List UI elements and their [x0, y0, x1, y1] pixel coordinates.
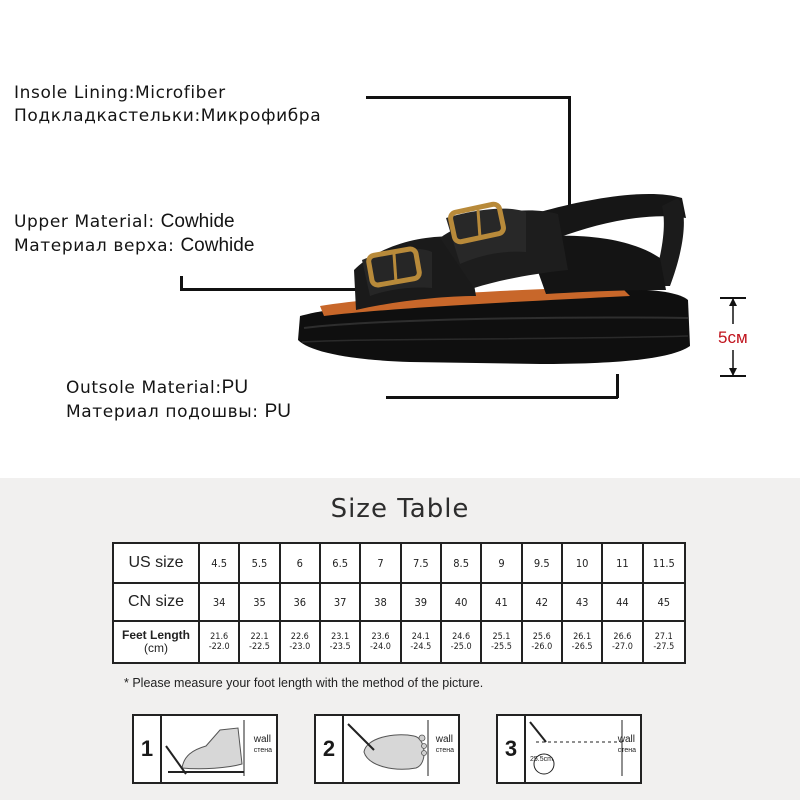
us-size-cell: 10 — [562, 543, 602, 583]
feet-length-from: 26.6 — [613, 632, 632, 642]
upper-value-en: Cowhide — [160, 211, 235, 232]
cn-size-cell: 42 — [522, 583, 562, 621]
us-size-cell: 7.5 — [401, 543, 441, 583]
feet-length-cell — [562, 621, 602, 663]
feet-length-cell — [239, 621, 279, 663]
upper-label-en: Upper Material: — [14, 212, 161, 232]
feet-length-from: 25.6 — [532, 632, 551, 642]
cn-size-cell: 38 — [360, 583, 400, 621]
us-size-cell: 11 — [602, 543, 642, 583]
outsole-value-en: PU — [221, 377, 249, 398]
us-size-cell: 4.5 — [199, 543, 239, 583]
measure-note: * Please measure your foot length with the method of the picture. — [124, 676, 484, 690]
feet-length-cell — [199, 621, 239, 663]
feet-length-from: 23.6 — [371, 632, 390, 642]
sandal-image — [290, 178, 700, 378]
feet-length-to: -26.5 — [571, 642, 593, 652]
insole-label — [14, 82, 321, 128]
us-size-cell: 5.5 — [239, 543, 279, 583]
feet-length-from: 25.1 — [492, 632, 511, 642]
us-size-cell: 7 — [360, 543, 400, 583]
upper-leader-tick — [180, 276, 183, 290]
feet-length-to: -27.5 — [653, 642, 675, 652]
cn-size-cell: 39 — [401, 583, 441, 621]
step-number: 2 — [316, 716, 344, 782]
measure-step-2 — [314, 714, 460, 784]
feet-length-cell — [320, 621, 360, 663]
feet-length-cell — [522, 621, 562, 663]
us-size-header: US size — [113, 543, 199, 583]
feet-length-to: -27.0 — [611, 642, 633, 652]
feet-length-from: 22.6 — [290, 632, 309, 642]
feet-length-cell — [360, 621, 400, 663]
feet-length-from: 23.1 — [331, 632, 350, 642]
cn-size-cell: 36 — [280, 583, 320, 621]
step-number: 3 — [498, 716, 526, 782]
feet-length-to: -22.5 — [249, 642, 270, 652]
us-size-cell: 11.5 — [643, 543, 685, 583]
feet-length-from: 24.1 — [411, 632, 430, 642]
cn-size-cell: 41 — [481, 583, 521, 621]
cn-size-header: CN size — [113, 583, 199, 621]
feet-length-cell — [602, 621, 642, 663]
feet-length-to: -25.5 — [490, 642, 512, 652]
feet-length-from: 26.1 — [573, 632, 592, 642]
platform-height-label: 5см — [718, 328, 748, 347]
measure-value: 25.5cm — [530, 756, 553, 763]
cn-size-cell: 35 — [239, 583, 279, 621]
feet-length-label: Feet Length — [122, 628, 190, 642]
feet-length-cell — [643, 621, 685, 663]
feet-length-from: 21.6 — [210, 632, 229, 642]
us-size-cell: 9 — [481, 543, 521, 583]
cn-size-cell: 37 — [320, 583, 360, 621]
wall-label: wall стена — [435, 734, 454, 754]
feet-length-to: -22.0 — [208, 642, 230, 652]
feet-length-to: -25.0 — [450, 642, 472, 652]
feet-length-header — [113, 621, 199, 663]
cn-size-cell: 43 — [562, 583, 602, 621]
cn-size-cell: 34 — [199, 583, 239, 621]
feet-length-from: 27.1 — [654, 632, 673, 642]
feet-length-from: 22.1 — [250, 632, 269, 642]
feet-length-cell — [441, 621, 481, 663]
wall-label: wall стена — [617, 734, 636, 754]
table-row-cn — [113, 583, 685, 621]
feet-length-from: 24.6 — [452, 632, 471, 642]
cn-size-cell: 40 — [441, 583, 481, 621]
measure-step-3 — [496, 714, 642, 784]
insole-leader-line — [366, 96, 570, 99]
upper-label-ru: Материал верха: — [14, 236, 181, 256]
outsole-leader-line — [386, 396, 618, 399]
outsole-value-ru: PU — [264, 401, 291, 422]
us-size-cell: 6 — [280, 543, 320, 583]
feet-length-to: -24.5 — [410, 642, 432, 652]
outsole-label-ru: Материал подошвы: — [66, 402, 265, 422]
feet-length-cell — [401, 621, 441, 663]
feet-length-to: -24.0 — [370, 642, 391, 652]
us-size-cell: 8.5 — [441, 543, 481, 583]
table-row-feet-length — [113, 621, 685, 663]
size-table — [112, 542, 686, 664]
feet-length-to: -26.0 — [531, 642, 553, 652]
step-number: 1 — [134, 716, 162, 782]
table-row-us — [113, 543, 685, 583]
cn-size-cell: 45 — [643, 583, 685, 621]
cn-size-cell: 44 — [602, 583, 642, 621]
upper-label — [14, 210, 254, 258]
insole-label-ru: Подкладкастельки:Микрофибра — [14, 106, 322, 126]
upper-value-ru: Cowhide — [180, 235, 255, 256]
insole-label-en: Insole Lining:Microfiber — [14, 83, 226, 103]
wall-label: wall стена — [253, 734, 272, 754]
us-size-cell: 6.5 — [320, 543, 360, 583]
feet-length-to: -23.0 — [289, 642, 311, 652]
feet-length-cell — [280, 621, 320, 663]
measure-step-1 — [132, 714, 278, 784]
outsole-label-en: Outsole Material: — [66, 378, 222, 398]
feet-length-cell — [481, 621, 521, 663]
size-table-title: Size Table — [330, 494, 470, 524]
feet-length-unit: (cm) — [144, 641, 168, 655]
us-size-cell: 9.5 — [522, 543, 562, 583]
outsole-label — [66, 376, 291, 424]
feet-length-to: -23.5 — [329, 642, 351, 652]
